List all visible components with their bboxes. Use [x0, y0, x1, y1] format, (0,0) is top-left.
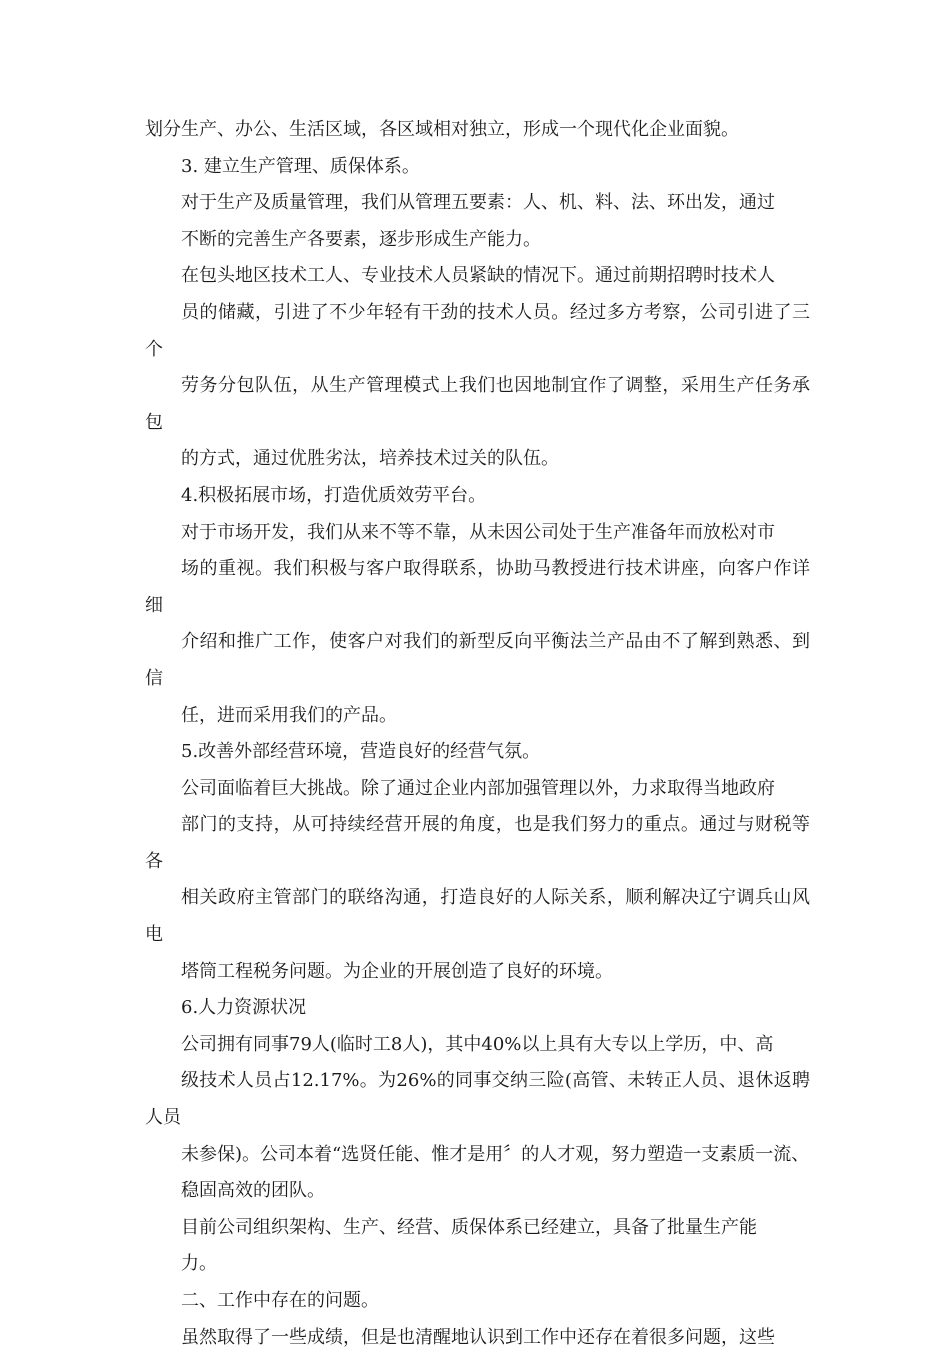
paragraph: [145, 1210, 810, 1283]
text-line: 4.积极拓展市场，打造优质效劳平台。: [181, 484, 487, 506]
paragraph: [145, 1283, 810, 1320]
text-line: 二、工作中存在的问题。: [181, 1290, 379, 1311]
text-line: 场的重视。我们积极与客户取得联系，协助马教授进行技术讲座，向客户作详细: [145, 558, 810, 616]
text-line: 稳固高效的团队。: [181, 1180, 325, 1202]
text-line: 级技术人员占12.17%。为26%的同事交纳三险(高管、未转正人员、退休返聘人员: [145, 1070, 810, 1129]
paragraph: [145, 478, 810, 515]
paragraph: [145, 734, 810, 771]
paragraph: [145, 771, 810, 991]
text-line: 劳务分包队伍，从生产管理模式上我们也因地制宜作了调整，采用生产任务承包: [145, 375, 810, 433]
text-line: 介绍和推广工作，使客户对我们的新型反向平衡法兰产品由不了解到熟悉、到信: [145, 631, 810, 689]
text-line: 虽然取得了一些成绩，但是也清醒地认识到工作中还存在着很多问题，这些: [181, 1326, 775, 1348]
text-line: 的方式，通过优胜劣汰，培养技术过关的队伍。: [181, 448, 559, 470]
text-line: 对于市场开发，我们从来不等不靠，从未因公司处于生产准备年而放松对市: [181, 521, 775, 543]
document-body: [145, 112, 810, 1356]
paragraph: [145, 149, 810, 186]
text-line: 不断的完善生产各要素，逐步形成生产能力。: [181, 228, 541, 250]
text-line: 目前公司组织架构、生产、经营、质保体系已经建立，具备了批量生产能: [181, 1216, 757, 1238]
paragraph: [145, 990, 810, 1027]
paragraph: [145, 1320, 810, 1356]
paragraph: [145, 1027, 810, 1210]
text-line: 部门的支持，从可持续经营开展的角度，也是我们努力的重点。通过与财税等各: [145, 814, 810, 872]
text-line: 在包头地区技术工人、专业技术人员紧缺的情况下。通过前期招聘时技术人: [181, 265, 775, 287]
text-line: 相关政府主管部门的联络沟通，打造良好的人际关系，顺利解决辽宁调兵山风电: [145, 887, 810, 946]
text-line: 公司拥有同事79人(临时工8人)，其中40%以上具有大专以上学历，中、高: [181, 1033, 774, 1055]
text-line: 任，进而采用我们的产品。: [181, 704, 397, 726]
text-line: 5.改善外部经营环境，营造良好的经营气氛。: [181, 741, 541, 763]
text-line: 6.人力资源状况: [181, 997, 307, 1019]
text-line: 公司面临着巨大挑战。除了通过企业内部加强管理以外，力求取得当地政府: [181, 777, 775, 799]
paragraph: [145, 515, 810, 735]
text-line: 力。: [181, 1253, 217, 1275]
paragraph: [145, 185, 810, 258]
text-line: 塔筒工程税务问题。为企业的开展创造了良好的环境。: [181, 960, 613, 982]
text-line: 3. 建立生产管理、质保体系。: [181, 155, 420, 177]
text-line: 未参保)。公司本着“选贤任能、惟才是用〞的人才观，努力塑造一支素质一流、: [181, 1143, 810, 1165]
text-line: 划分生产、办公、生活区域，各区域相对独立，形成一个现代化企业面貌。: [145, 119, 739, 140]
paragraph: [145, 112, 810, 149]
text-line: 对于生产及质量管理，我们从管理五要素：人、机、料、法、环出发，通过: [181, 192, 775, 214]
paragraph: [145, 258, 810, 478]
text-line: 员的储藏，引进了不少年轻有干劲的技术人员。经过多方考察，公司引进了三个: [145, 301, 810, 360]
